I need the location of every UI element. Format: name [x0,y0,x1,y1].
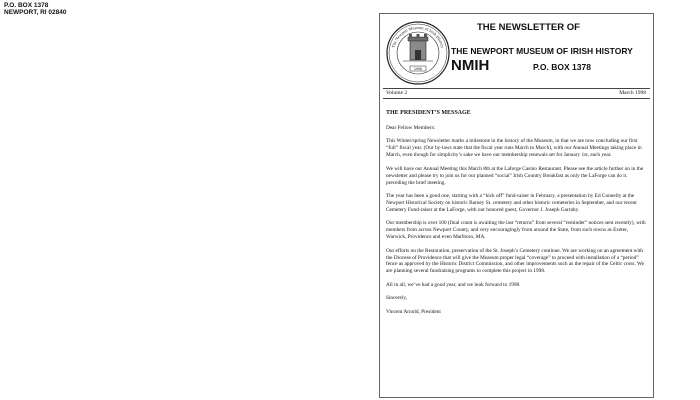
paragraph: We will have our Annual Meeting this March 8th at the Laforge Casino Restaurant. Please see the article further on in the newsletter and please try to join us for our planned “social” Irish Country Breakfast as only the LaForge can do it. preceding the brief meeting. [386,165,644,186]
issue-date: March 1998 [619,90,646,96]
paragraph: Our efforts on the Restoration, preservation of the St. Joseph’s Cemetery continue. We are working on an agreement with the Diocese of Providence that will give the Museum proper legal “coverage” to proceed with installation of a “period” fence as approved by the Historic District Commission, and other improvements such as the repair of the Celtic cross. We are planning several fundraising programs to complete this project in 1998. [386,247,644,275]
museum-seal-icon [385,20,451,86]
return-address [4,2,67,16]
signature: Vincent Arnold, President [386,308,441,315]
paragraph: All in all, we’ve had a good year, and we look forward to 1998. [386,281,521,288]
return-address-line2: NEWPORT, RI 02840 [4,9,67,16]
return-address-line1: P.O. BOX 1378 [4,2,49,9]
museum-name: THE NEWPORT MUSEUM OF IRISH HISTORY [451,46,633,56]
header-po-box: P.O. BOX 1378 [533,62,591,72]
newsletter-title: THE NEWSLETTER OF [477,22,580,33]
article-heading: THE PRESIDENT’S MESSAGE [386,110,471,116]
museum-acronym: NMIH [451,57,490,74]
seal-text: The Newport Museum of Irish History [390,24,446,49]
article-body [386,110,648,322]
closing: Sincerely, [386,295,407,302]
salutation: Dear Fellow Members: [386,124,436,131]
newsletter-page [379,13,654,398]
paragraph: The year has been a good one, starting with a “kick off” fund-raiser in February, a presentation by Ed Connelly at the Newport Historical Society on historic Barney St. cemetery and other historic cemeteries in September, and our recent Cemetery Fund-raiser at the LaForge, with our honored guest, Governor J. Joseph Garrahy. [386,193,637,213]
volume-divider [383,98,650,99]
header-divider [383,88,650,89]
paragraph: This Winter/spring Newsletter marks a milestone in the history of the Museum, in that we are now concluding our first “full” fiscal year. (Our by-laws state that the fiscal year runs March to March), with our Annual Meetings taking place in March, even though for simplicity’s sake we have our membership renewals set for January 1st, each year. [386,138,642,159]
seal-year: 1996 [414,67,422,71]
volume-label: Volume 2 [386,90,408,96]
paragraph: Our membership is over 100 (final count is awaiting the last “returns” from several “reminder” notices sent recently), with members from across Newport County, and very encouragingly from around the State, from such towns as Exeter, Warwick, Providence and even Marlboro, MA. [386,220,646,241]
